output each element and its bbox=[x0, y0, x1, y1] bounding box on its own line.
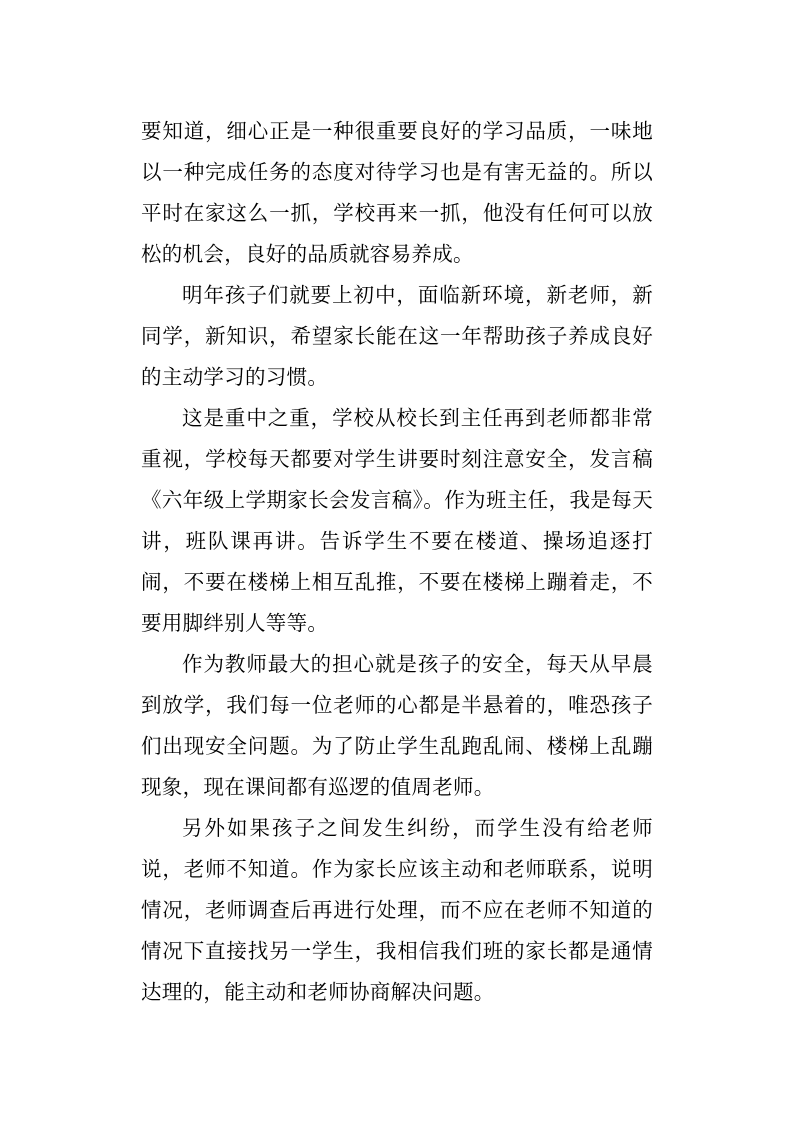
paragraph-2: 明年孩子们就要上初中，面临新环境，新老师，新同学，新知识，希望家长能在这一年帮助孩子养成良好的主动学习的习惯。 bbox=[141, 283, 653, 389]
paragraph-4: 作为教师最大的担心就是孩子的安全，每天从早晨到放学，我们每一位老师的心都是半悬着的，唯恐孩子们出现安全问题。为了防止学生乱跑乱闹、楼梯上乱蹦现象，现在课间都有巡逻的值周老师。 bbox=[141, 652, 653, 799]
paragraph-5: 另外如果孩子之间发生纠纷，而学生没有给老师说，老师不知道。作为家长应该主动和老师联系，说明情况，老师调查后再进行处理，而不应在老师不知道的情况下直接找另一学生，我相信我们班的家长都是通情达理的，能主动和老师协商解决问题。 bbox=[141, 816, 653, 1004]
paragraph-3: 这是重中之重，学校从校长到主任再到老师都非常重视，学校每天都要对学生讲要时刻注意安全，发言稿《六年级上学期家长会发言稿》。作为班主任，我是每天讲，班队课再讲。告诉学生不要在楼道、操场追逐打闹，不要在楼梯上相互乱推，不要在楼梯上蹦着走，不要用脚绊别人等等。 bbox=[141, 406, 653, 635]
paragraph-1: 要知道，细心正是一种很重要良好的学习品质，一味地以一种完成任务的态度对待学习也是有害无益的。所以平时在家这么一抓，学校再来一抓，他没有任何可以放松的机会，良好的品质就容易养成。 bbox=[141, 119, 653, 266]
document-body bbox=[141, 111, 653, 1013]
